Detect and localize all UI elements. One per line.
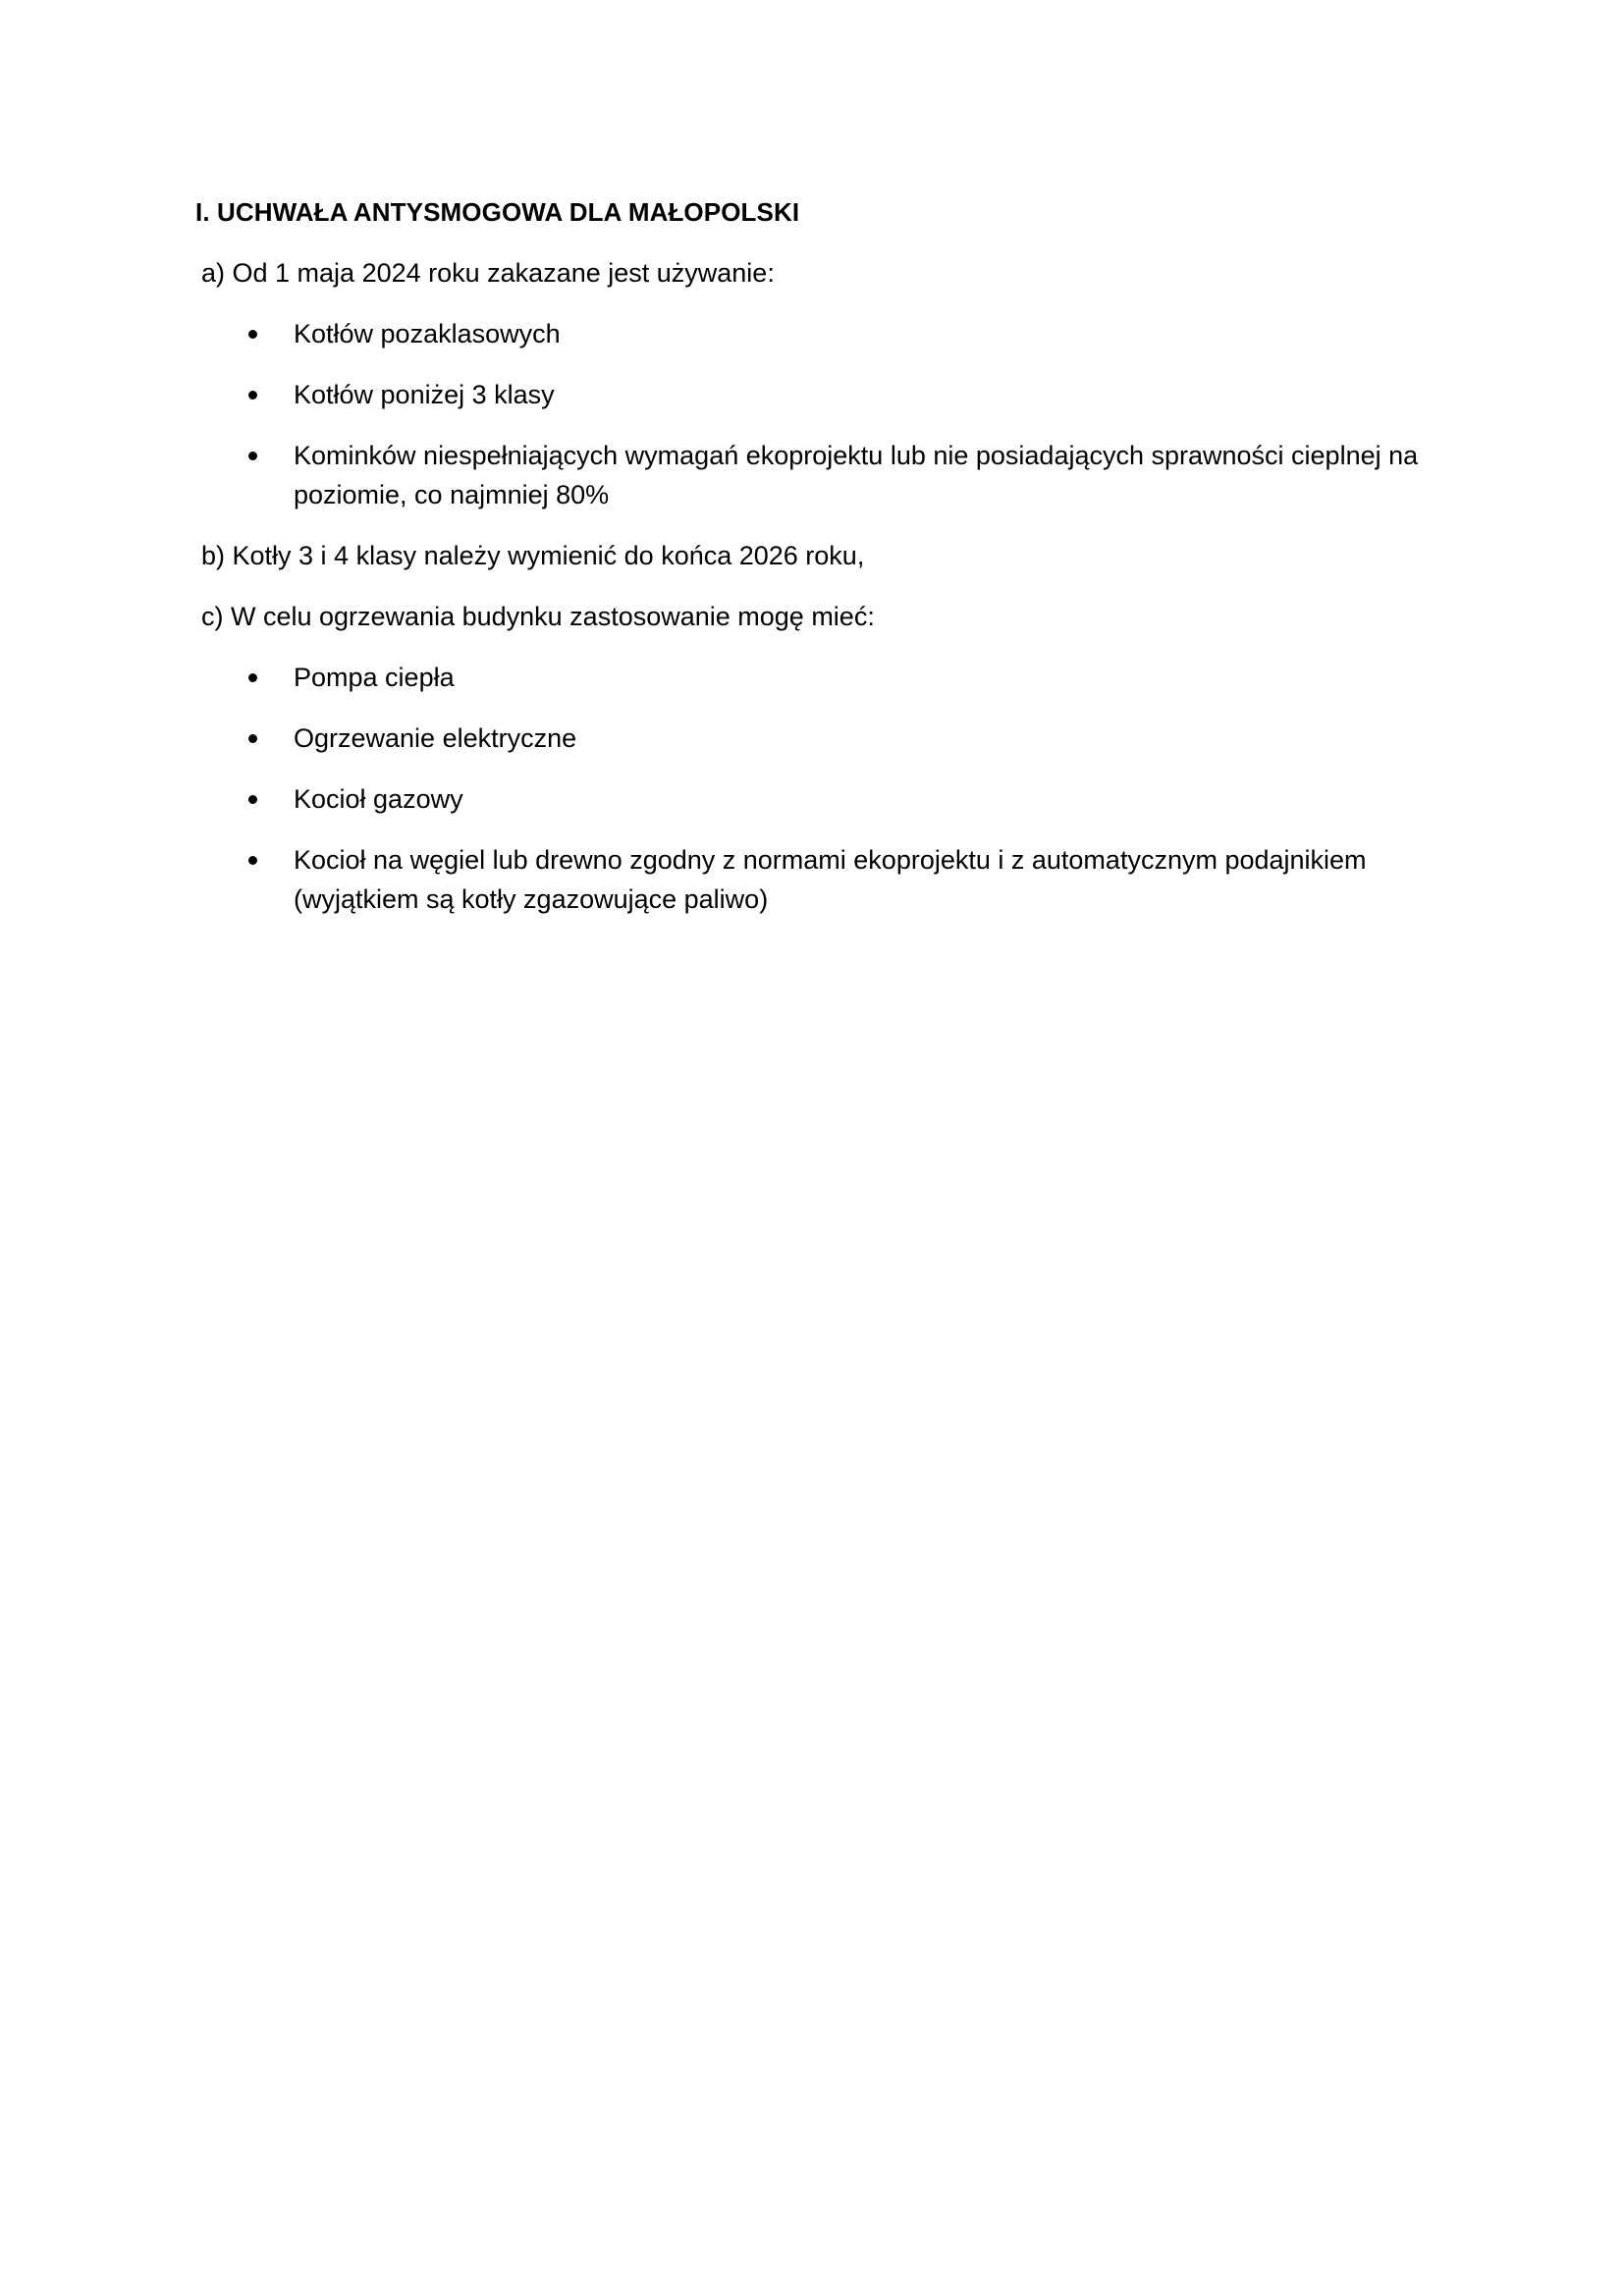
bullet-icon xyxy=(248,452,257,460)
bullet-icon xyxy=(248,795,257,804)
list-item-text: Kotłów poniżej 3 klasy xyxy=(294,380,555,409)
list-item-text: Kocioł na węgiel lub drewno zgodny z normami ekoprojektu i z automatycznym podajnikiem (wyjątkiem są kotły zgazowujące paliwo) xyxy=(294,845,1367,914)
list-item xyxy=(195,375,1433,414)
list-item xyxy=(195,719,1433,758)
bullet-icon xyxy=(248,673,257,682)
bullet-icon xyxy=(248,734,257,743)
section-a-list xyxy=(195,314,1433,514)
list-item xyxy=(195,436,1433,514)
list-item xyxy=(195,314,1433,353)
section-a-text: a) Od 1 maja 2024 roku zakazane jest używanie: xyxy=(201,258,775,288)
document-heading: I. UCHWAŁA ANTYSMOGOWA DLA MAŁOPOLSKI xyxy=(195,197,800,227)
list-item-text: Pompa ciepła xyxy=(294,663,455,692)
list-item-text: Kotłów pozaklasowych xyxy=(294,319,561,348)
section-c-text: c) W celu ogrzewania budynku zastosowanie mogę mieć: xyxy=(201,602,875,631)
list-item xyxy=(195,840,1433,919)
list-item xyxy=(195,779,1433,819)
section-b-text: b) Kotły 3 i 4 klasy należy wymienić do końca 2026 roku, xyxy=(201,541,865,570)
list-item-text: Kominków niespełniających wymagań ekoprojektu lub nie posiadających sprawności cieplnej na poziomie, co najmniej 80% xyxy=(294,441,1419,509)
bullet-icon xyxy=(248,856,257,865)
section-c-list xyxy=(195,658,1433,919)
document-body xyxy=(195,192,1433,940)
bullet-icon xyxy=(248,391,257,400)
list-item xyxy=(195,658,1433,697)
list-item-text: Kocioł gazowy xyxy=(294,784,463,814)
list-item-text: Ogrzewanie elektryczne xyxy=(294,723,577,753)
bullet-icon xyxy=(248,330,257,339)
